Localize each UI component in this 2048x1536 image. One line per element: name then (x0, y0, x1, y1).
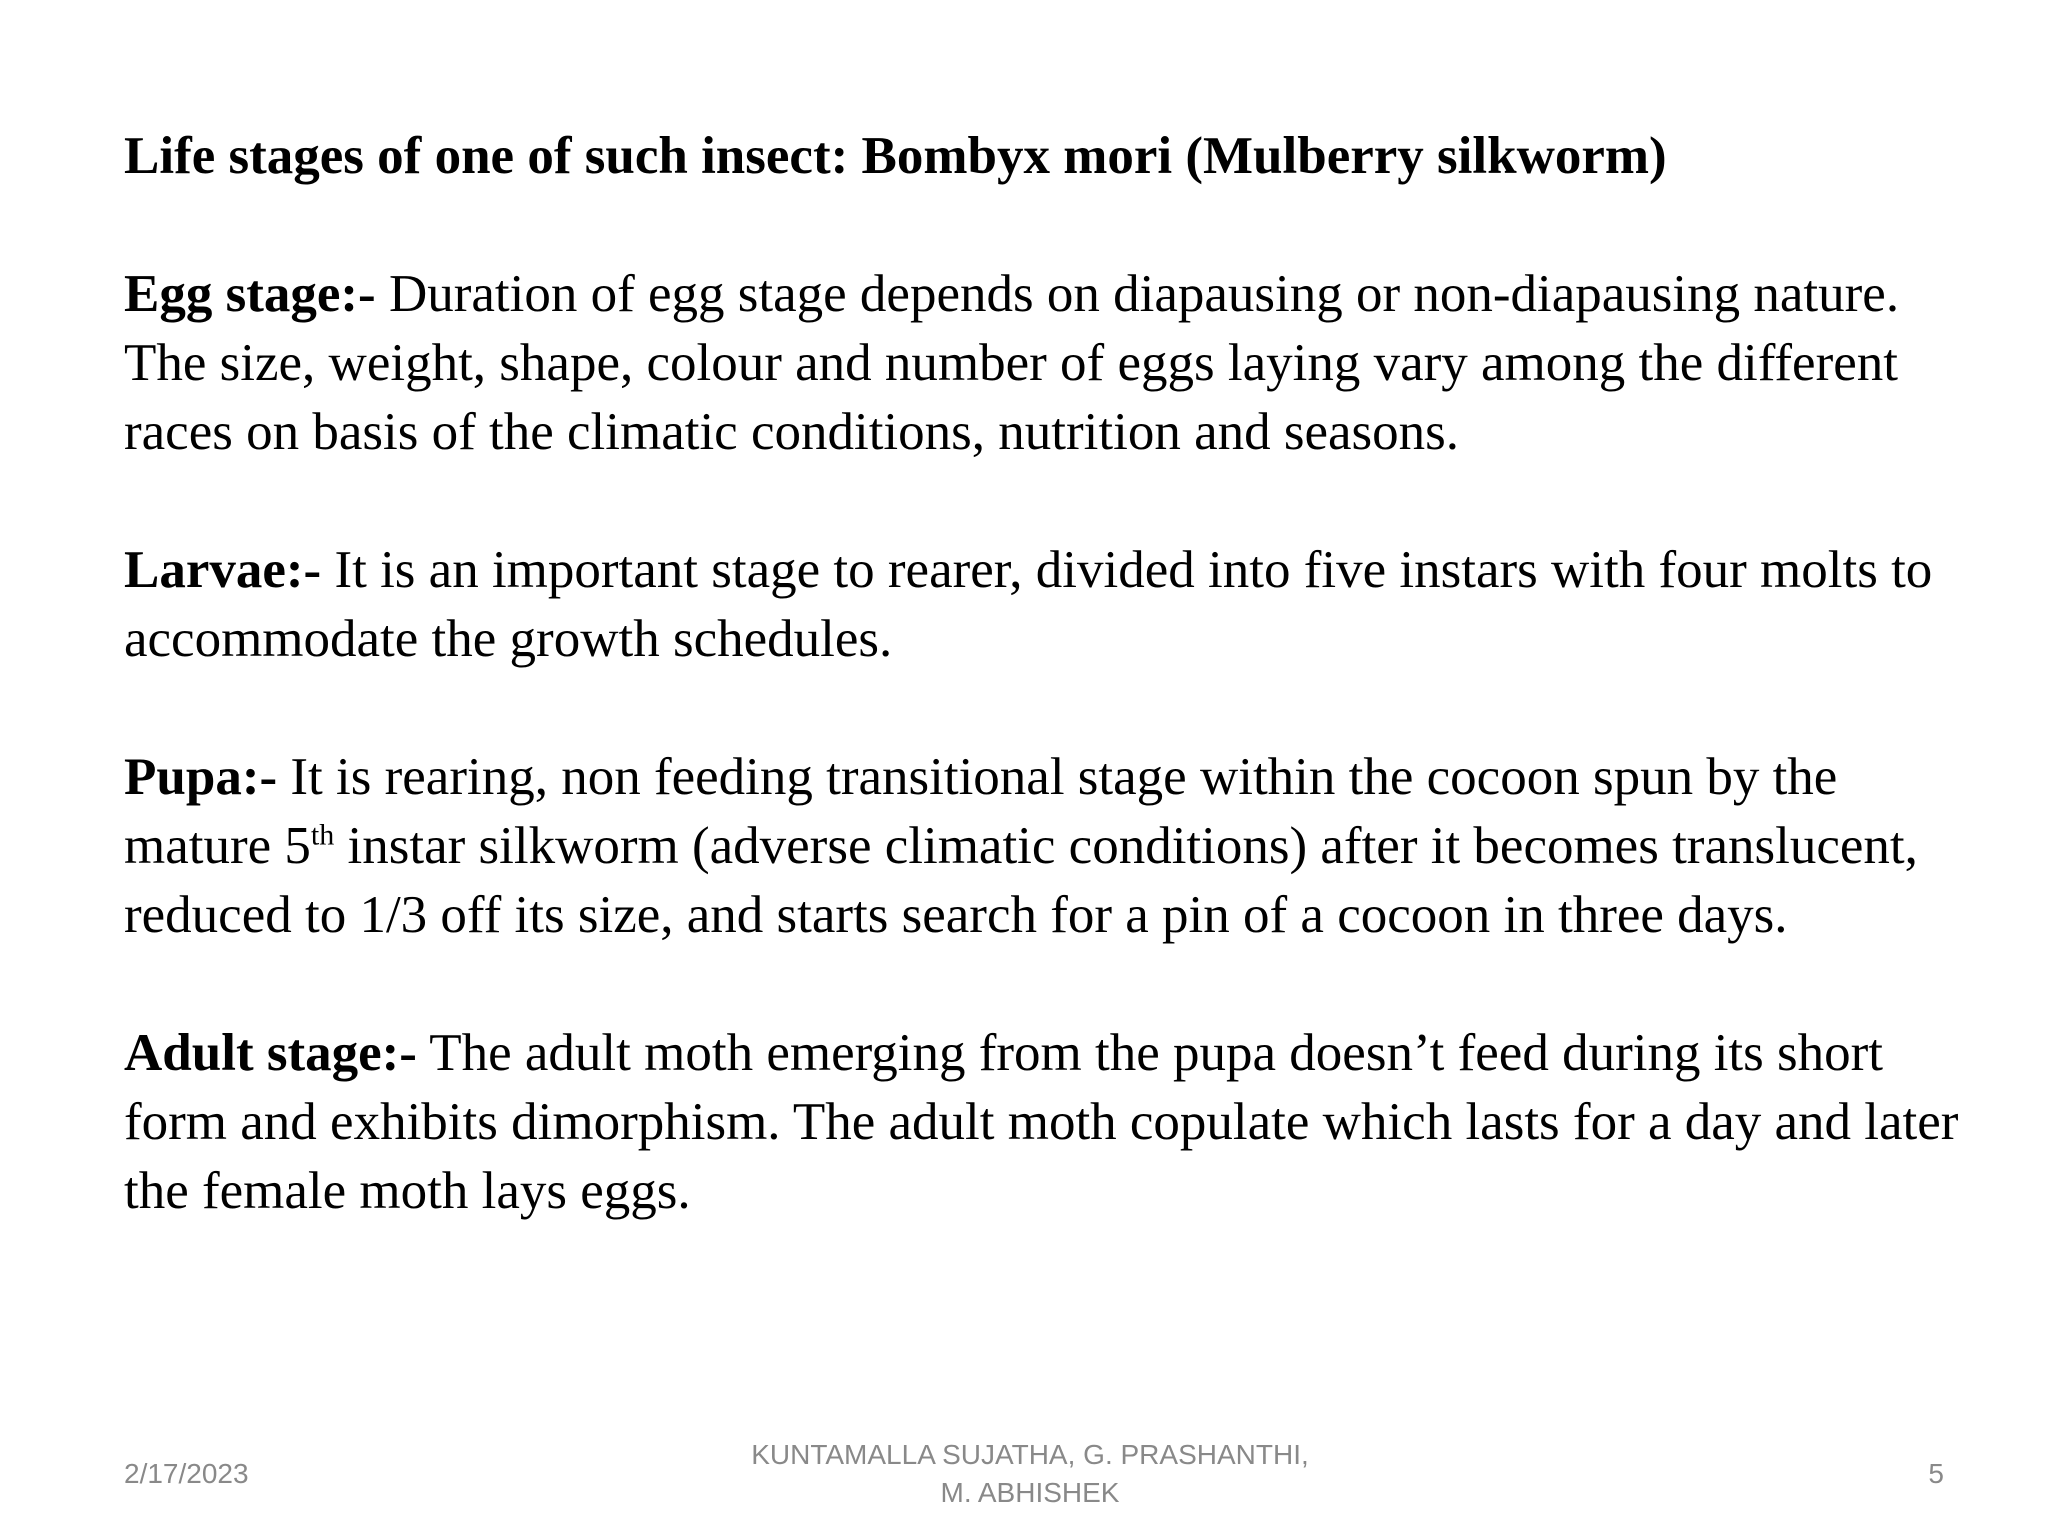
footer-authors-line1: KUNTAMALLA SUJATHA, G. PRASHANTHI, (751, 1439, 1309, 1470)
egg-stage-text: Duration of egg stage depends on diapausing or non-diapausing nature. The size, weight, shape, colour and number of eggs laying vary among the different races on basis of the climatic conditions, nutrition and seasons. (124, 265, 1900, 461)
pupa-label: Pupa:- (124, 748, 278, 806)
page-number: 5 (1928, 1458, 1944, 1489)
egg-stage-paragraph (124, 260, 1964, 467)
footer-authors-line2: M. ABHISHEK (940, 1477, 1120, 1508)
adult-stage-paragraph (124, 1019, 1964, 1226)
footer-date: 2/17/2023 (124, 1458, 249, 1489)
pupa-paragraph (124, 743, 1964, 950)
larvae-paragraph (124, 536, 1964, 674)
footer-authors (690, 1436, 1370, 1512)
adult-stage-text: The adult moth emerging from the pupa doesn’t feed during its short form and exhibits dimorphism. The adult moth copulate which lasts for a day and later the female moth lays eggs. (124, 1024, 1959, 1220)
adult-stage-label: Adult stage:- (124, 1024, 417, 1082)
pupa-text-after: instar silkworm (adverse climatic conditions) after it becomes translucent, reduced to 1/3 off its size, and starts search for a pin of a cocoon in three days. (124, 817, 1918, 944)
larvae-label: Larvae:- (124, 541, 322, 599)
slide-content (124, 122, 1964, 1226)
larvae-text: It is an important stage to rearer, divided into five instars with four molts to accommodate the growth schedules. (124, 541, 1933, 668)
egg-stage-label: Egg stage:- (124, 265, 376, 323)
pupa-text-before: It is rearing, non feeding transitional stage within the cocoon spun by the mature 5 (124, 748, 1838, 875)
slide-title: Life stages of one of such insect: Bombyx mori (Mulberry silkworm) (124, 127, 1667, 185)
pupa-superscript: th (310, 818, 335, 852)
